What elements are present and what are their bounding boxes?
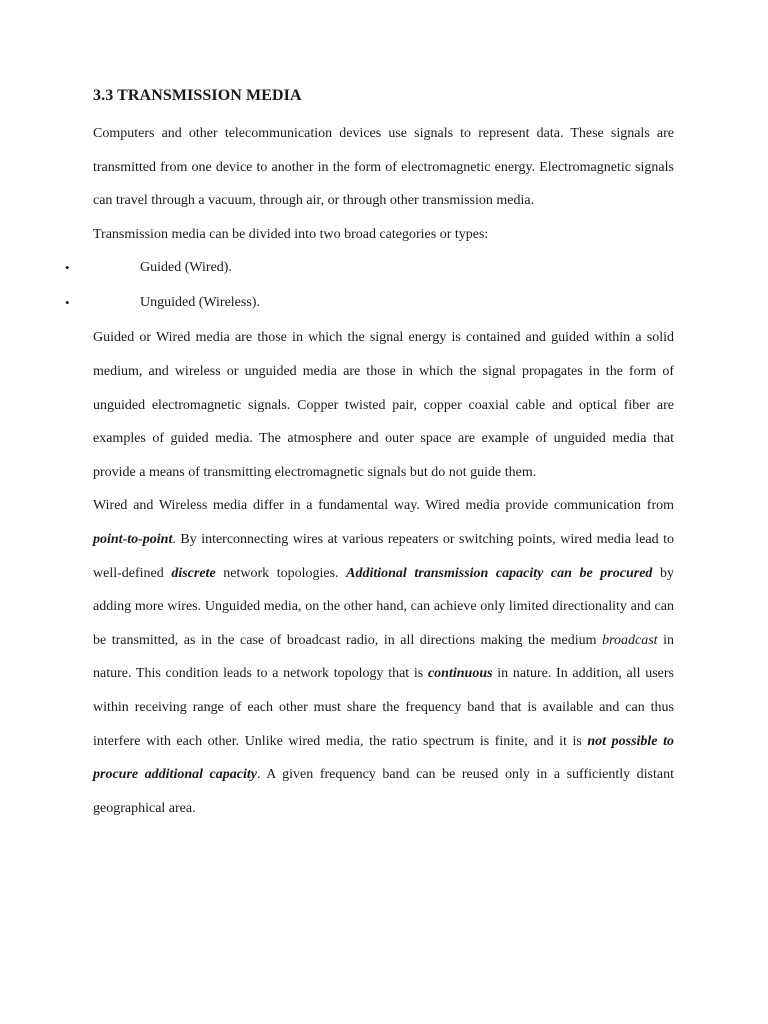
text-run: network topologies. <box>215 565 347 581</box>
paragraph-categories: Transmission media can be divided into two broad categories or types: <box>93 226 489 242</box>
bullet-label-guided: Guided (Wired). <box>140 260 232 276</box>
text-run: in nature. In addition, all users within receiving range of each other must share the frequency band that is available and can thus interfere with each other. Unlike wired media, the ratio spectrum is finite, and it is <box>93 666 675 749</box>
section-heading: 3.3 TRANSMISSION MEDIA <box>93 87 302 104</box>
list-item <box>65 251 674 286</box>
paragraph-guided-media: Guided or Wired media are those in which the signal energy is contained and guided within a solid medium, and wireless or unguided media are those in which the signal propagates in the form of unguided electromagnetic signals. Copper twisted pair, copper coaxial cable and optical fiber are examples of guided media. The atmosphere and outer space are example of unguided media that provide a means of transmitting electromagnetic signals but do not guide them. <box>93 330 674 480</box>
text-run: by adding more wires. Unguided media, on the other hand, can achieve only limited directionality and can be transmitted, as in the case of broadcast radio, in all directions making the medium <box>93 565 675 648</box>
emphasis-not-possible: not possible to procure additional capacity <box>93 733 674 783</box>
text-run: . A given frequency band can be reused only in a sufficiently distant geographical area. <box>93 767 674 816</box>
emphasis-point-to-point: point-to-point <box>93 531 173 547</box>
emphasis-additional-capacity: Additional transmission capacity can be procured <box>346 565 653 581</box>
document-body <box>65 117 675 825</box>
text-run: . By interconnecting wires at various repeaters or switching points, wired media lead to well-defined <box>93 531 674 581</box>
text-run: in nature. This condition leads to a network topology that is <box>93 632 675 682</box>
bullet-icon: • <box>65 295 70 311</box>
emphasis-continuous: continuous <box>427 666 493 682</box>
emphasis-discrete: discrete <box>171 565 216 581</box>
emphasis-broadcast: broadcast <box>602 632 658 648</box>
list-item <box>65 286 674 321</box>
text-run: Wired and Wireless media differ in a fundamental way. Wired media provide communication from <box>93 498 674 514</box>
bullet-label-unguided: Unguided (Wireless). <box>140 295 260 311</box>
paragraph-intro: Computers and other telecommunication devices use signals to represent data. These signals are transmitted from one device to another in the form of electromagnetic energy. Electromagnetic signals can travel through a vacuum, through air, or through other transmission media. <box>93 126 674 209</box>
paragraph-wired-vs-wireless <box>93 489 674 825</box>
bullet-icon: • <box>65 260 70 276</box>
